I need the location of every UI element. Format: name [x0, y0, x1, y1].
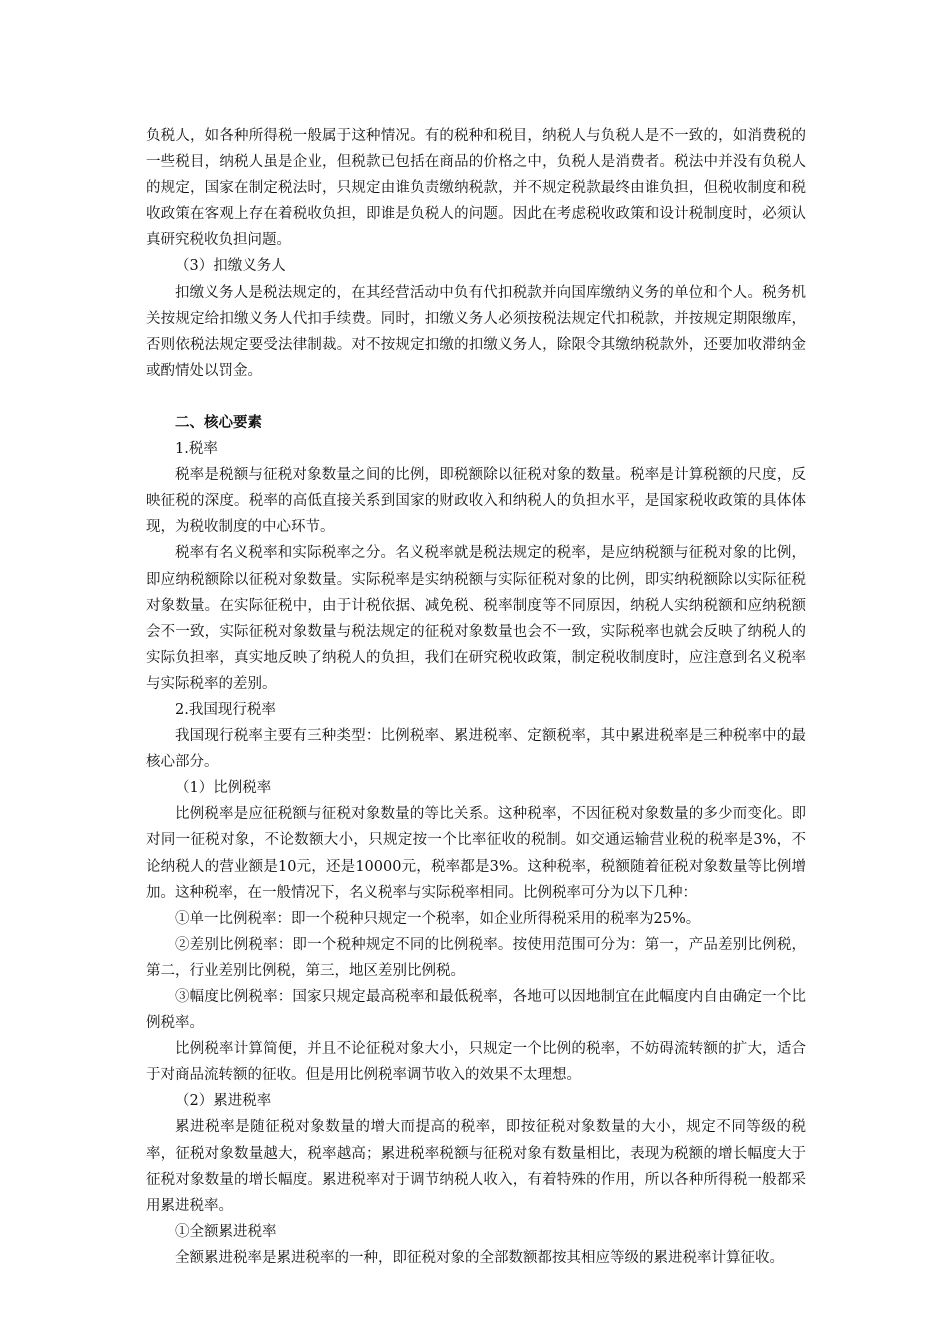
heading-proportional-rate: （1）比例税率 [175, 780, 272, 797]
heading-progressive-rate: （2）累进税率 [175, 1093, 272, 1110]
heading-full-progressive-rate: ①全额累进税率 [175, 1223, 277, 1240]
section-heading-core-elements: 二、核心要素 [175, 413, 262, 431]
list-item-differential-rate: ②差别比例税率：即一个税种规定不同的比例税率。按使用范围可分为：第一，产品差别比例税，第二，行业差别比例税，第三，地区差别比例税。 [146, 936, 806, 979]
list-item-range-rate: ③幅度比例税率：国家只规定最高税率和最低税率，各地可以因地制宜在此幅度内自由确定一个比例税率。 [146, 989, 806, 1032]
paragraph-proportional-summary: 比例税率计算简便，并且不论征税对象大小，只规定一个比例的税率，不妨碍流转额的扩大，适合于对商品流转额的征收。但是用比例税率调节收入的效果不太理想。 [146, 1041, 806, 1084]
paragraph-taxpayer-burden: 负税人，如各种所得税一般属于这种情况。有的税种和税目，纳税人与负税人是不一致的，如消费税的一些税目，纳税人虽是企业，但税款已包括在商品的价格之中，负税人是消费者。税法中并没有负税人的规定，国家在制定税法时，只规定由谁负责缴纳税款，并不规定税款最终由谁负担，但税收制度和税收政策在客观上存在着税收负担，即谁是负税人的问题。因此在考虑税收政策和设计税制度时，必须认真研究税收负担问题。 [146, 128, 806, 249]
paragraph-nominal-actual-rate: 税率有名义税率和实际税率之分。名义税率就是税法规定的税率，是应纳税额与征税对象的比例，即应纳税额除以征税对象数量。实际税率是实纳税额与实际征税对象的比例，即实纳税额除以实际征税对象数量。在实际征税中，由于计税依据、减免税、税率制度等不同原因，纳税人实纳税额和应纳税额会不一致，实际征税对象数量与税法规定的征税对象数量也会不一致，实际税率也就会反映了纳税人的实际负担率，真实地反映了纳税人的负担，我们在研究税收政策，制定税收制度时，应注意到名义税率与实际税率的差别。 [146, 545, 806, 692]
paragraph-proportional-rate: 比例税率是应征税额与征税对象数量的等比关系。这种税率，不因征税对象数量的多少而变化。即对同一征税对象，不论数额大小，只规定按一个比率征收的税制。如交通运输营业税的税率是3%，不论纳税人的营业额是10元，还是10000元，税率都是3%。这种税率，税额随着征税对象数量等比例增加。这种税率，在一般情况下，名义税率与实际税率相同。比例税率可分为以下几种： [146, 806, 806, 901]
list-item-single-rate: ①单一比例税率：即一个税种只规定一个税率，如企业所得税采用的税率为25%。 [175, 910, 701, 927]
heading-withholding-agent: （3）扣缴义务人 [175, 258, 286, 275]
heading-current-tax-rates: 2.我国现行税率 [175, 701, 276, 718]
paragraph-full-progressive-rate: 全额累进税率是累进税率的一种，即征税对象的全部数额都按其相应等级的累进税率计算征收。 [175, 1249, 784, 1266]
document-page [146, 123, 806, 1271]
paragraph-withholding-agent: 扣缴义务人是税法规定的，在其经营活动中负有代扣税款并向国库缴纳义务的单位和个人。税务机关按规定给扣缴义务人代扣手续费。同时，扣缴义务人必须按税法规定代扣税款，并按规定期限缴库，否则依税法规定要受法律制裁。对不按规定扣缴的扣缴义务人，除限令其缴纳税款外，还要加收滞纳金或酌情处以罚金。 [146, 284, 806, 379]
paragraph-progressive-rate: 累进税率是随征税对象数量的增大而提高的税率，即按征税对象数量的大小，规定不同等级的税率，征税对象数量越大，税率越高；累进税率税额与征税对象有数量相比，表现为税额的增长幅度大于征税对象数量的增长幅度。累进税率对于调节纳税人收入，有着特殊的作用，所以各种所得税一般都采用累进税率。 [146, 1119, 806, 1214]
paragraph-tax-rate-definition: 税率是税额与征税对象数量之间的比例，即税额除以征税对象的数量。税率是计算税额的尺度，反映征税的深度。税率的高低直接关系到国家的财政收入和纳税人的负担水平，是国家税收政策的具体体现，为税收制度的中心环节。 [146, 467, 806, 536]
paragraph-rate-types: 我国现行税率主要有三种类型：比例税率、累进税率、定额税率，其中累进税率是三种税率中的最核心部分。 [146, 728, 806, 771]
heading-tax-rate: 1.税率 [175, 441, 218, 458]
section-spacer [146, 384, 806, 410]
